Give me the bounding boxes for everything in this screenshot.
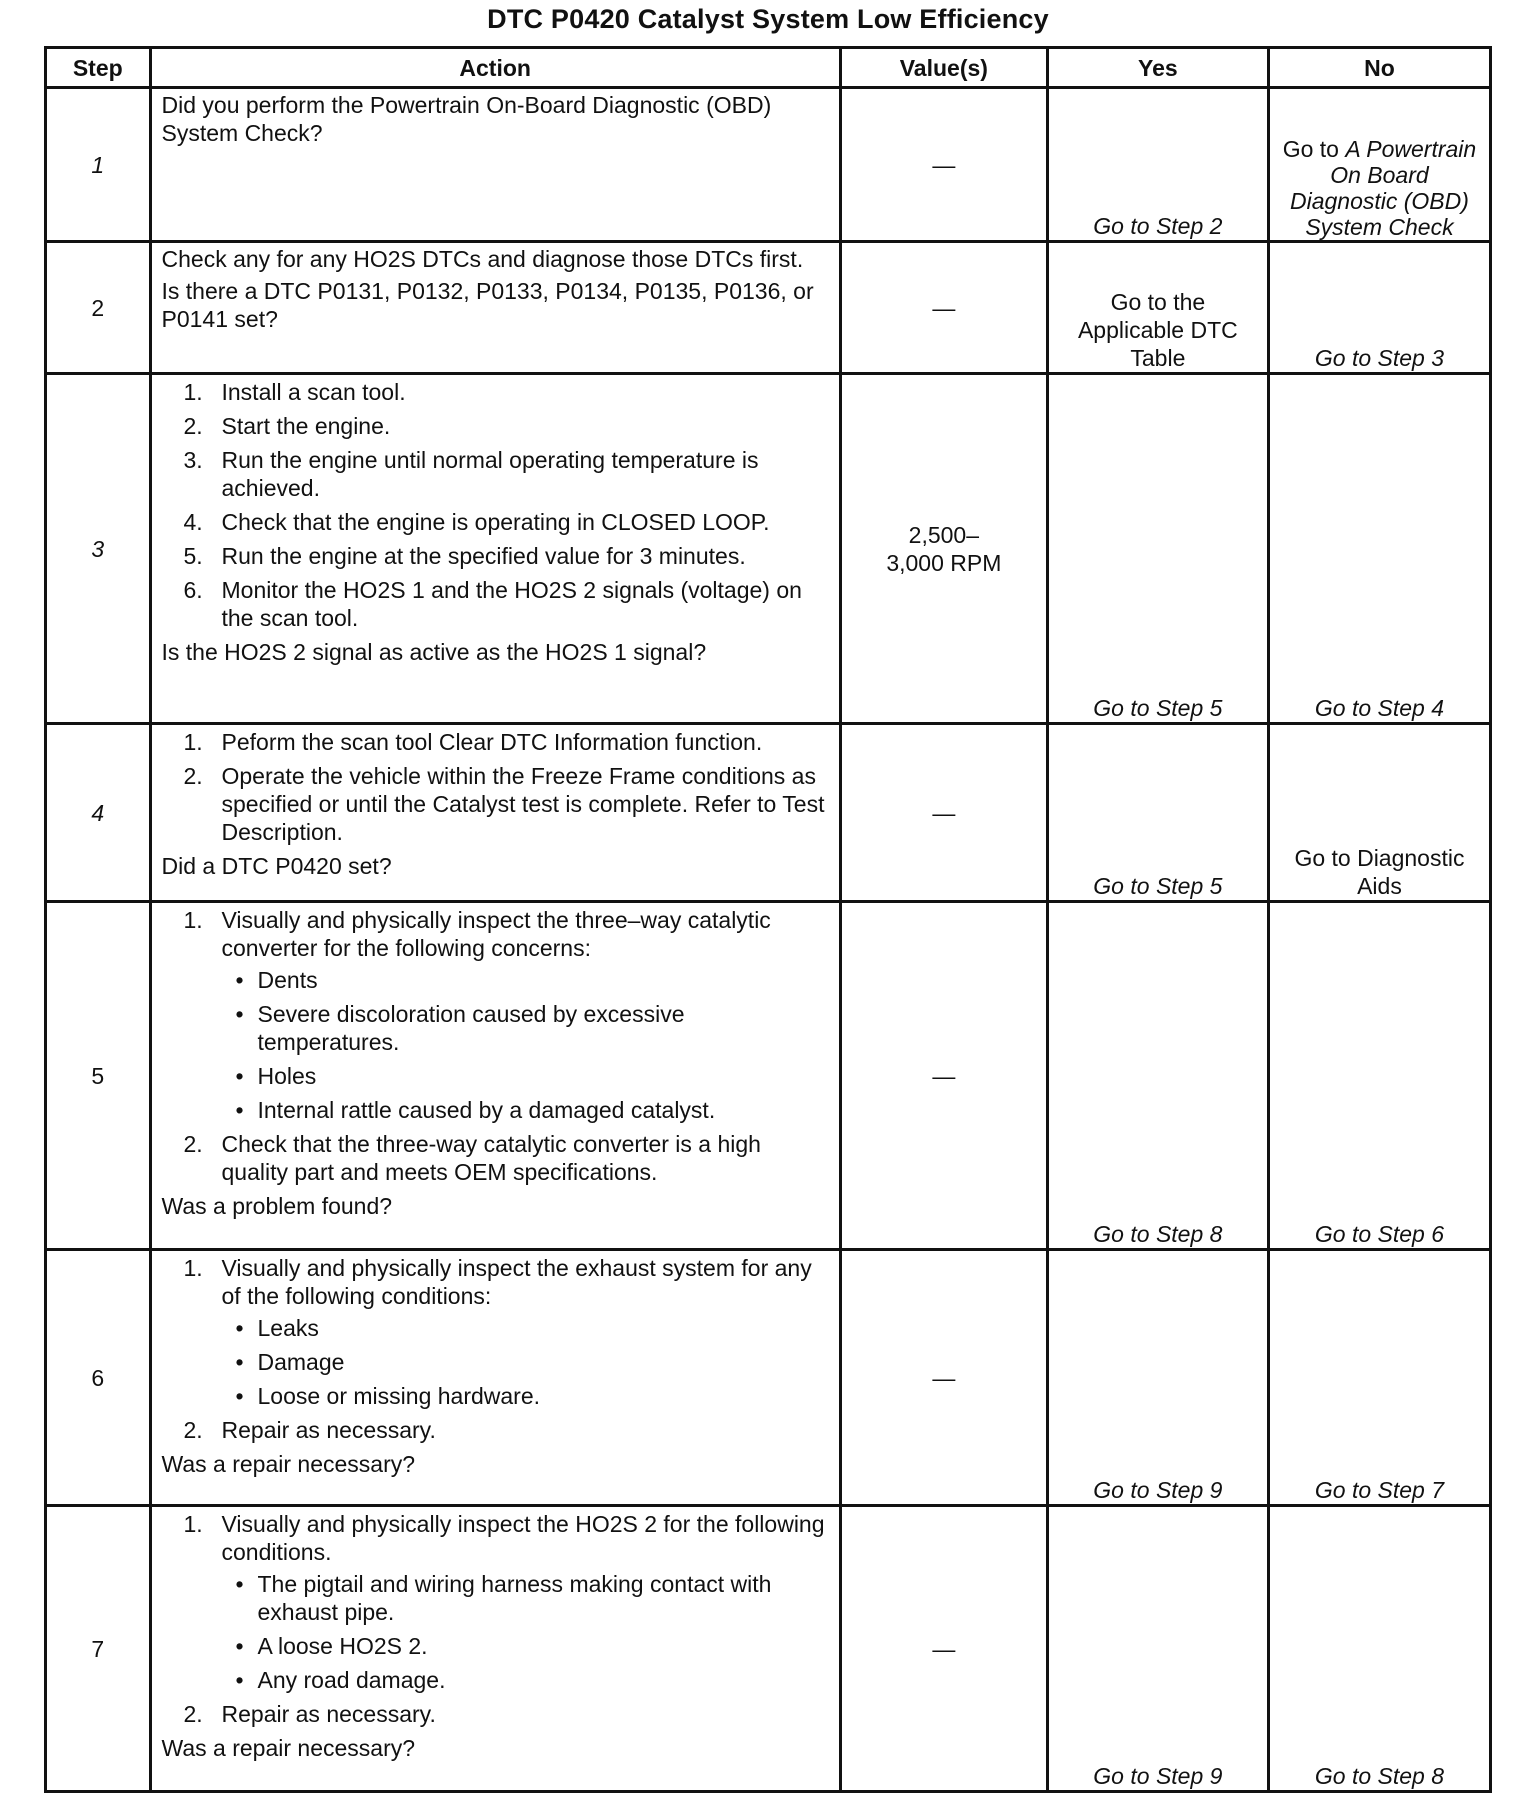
yes-cell: Go to Step 5 (1047, 374, 1268, 724)
item-text: Install a scan tool. (221, 379, 406, 405)
bullet-item: • Leaks (222, 1314, 829, 1342)
bullet-item: • Damage (222, 1348, 829, 1376)
action-cell (150, 374, 840, 724)
item-number: 2. (183, 413, 203, 439)
action-question: Was a problem found? (161, 1193, 393, 1219)
table-row-step-7 (46, 1506, 1491, 1792)
step-number: 3 (46, 374, 151, 724)
action-step-item (162, 508, 829, 536)
table-row-step-1 (46, 88, 1491, 242)
item-text: Run the engine until normal operating temperature is achieved. (221, 447, 759, 501)
value-cell: — (840, 902, 1047, 1250)
action-steps (162, 728, 829, 846)
value-cell: — (840, 88, 1047, 242)
value-line-1: 2,500– (908, 521, 980, 548)
action-cell (150, 1506, 840, 1792)
item-number: 1. (183, 1511, 203, 1537)
action-text: Check any for any HO2S DTCs and diagnose those DTCs first. (161, 246, 804, 272)
yes-cell: Go to Step 5 (1047, 724, 1268, 902)
table-row-step-4 (46, 724, 1491, 902)
item-number: 1. (183, 907, 203, 933)
header-action: Action (150, 48, 840, 88)
action-step-item (162, 728, 829, 756)
table-row-step-6 (46, 1250, 1491, 1506)
item-number: 6. (183, 577, 203, 603)
item-number: 2. (183, 1417, 203, 1443)
step-number: 1 (46, 88, 151, 242)
item-text: Repair as necessary. (221, 1701, 436, 1727)
item-text: Peform the scan tool Clear DTC Information function. (221, 729, 763, 755)
item-text: Visually and physically inspect the three–way catalytic converter for the following concerns: (221, 907, 771, 961)
item-text: Start the engine. (221, 413, 391, 439)
no-cell: Go to Step 8 (1268, 1506, 1490, 1792)
item-number: 4. (183, 509, 203, 535)
value-line-2: 3,000 RPM (886, 549, 1002, 576)
bullet-list (222, 966, 829, 1124)
action-step-item (162, 1254, 829, 1410)
table-header-row (46, 48, 1491, 88)
action-step-item (162, 412, 829, 440)
item-text: Check that the three-way catalytic converter is a high quality part and meets OEM specifications. (221, 1131, 761, 1185)
action-steps (162, 378, 829, 632)
action-step-item (162, 1700, 829, 1728)
action-step-item (162, 446, 829, 502)
item-number: 5. (183, 543, 203, 569)
bullet-list (222, 1570, 829, 1694)
no-cell: Go to Step 3 (1268, 242, 1490, 374)
yes-cell: Go to Step 9 (1047, 1250, 1268, 1506)
table-row-step-5 (46, 902, 1491, 1250)
yes-cell: Go to Step 8 (1047, 902, 1268, 1250)
step-number: 6 (46, 1250, 151, 1506)
bullet-item: • Holes (222, 1062, 829, 1090)
yes-cell: Go to the Applicable DTC Table (1047, 242, 1268, 374)
header-yes: Yes (1047, 48, 1268, 88)
value-cell: — (840, 724, 1047, 902)
action-step-item (162, 1130, 829, 1186)
item-text: Visually and physically inspect the exhaust system for any of the following conditions: (221, 1255, 812, 1309)
item-number: 1. (183, 379, 203, 405)
bullet-item: • Internal rattle caused by a damaged catalyst. (222, 1096, 829, 1124)
action-cell (150, 902, 840, 1250)
action-step-item (162, 1416, 829, 1444)
step-number: 2 (46, 242, 151, 374)
item-number: 1. (183, 1255, 203, 1281)
step-number: 7 (46, 1506, 151, 1792)
value-cell: — (840, 1506, 1047, 1792)
no-prefix: Go to (1282, 136, 1339, 162)
no-cell: Go to Step 7 (1268, 1250, 1490, 1506)
action-cell (150, 1250, 840, 1506)
header-step: Step (46, 48, 151, 88)
action-step-item (162, 576, 829, 632)
value-cell: — (840, 1250, 1047, 1506)
action-question: Is there a DTC P0131, P0132, P0133, P0134, P0135, P0136, or P0141 set? (161, 278, 814, 332)
item-text: Visually and physically inspect the HO2S 2 for the following conditions. (221, 1511, 825, 1565)
action-steps (162, 1254, 829, 1444)
action-question: Was a repair necessary? (161, 1735, 416, 1761)
yes-cell: Go to Step 9 (1047, 1506, 1268, 1792)
action-cell (150, 242, 840, 374)
item-number: 1. (183, 729, 203, 755)
action-step-item (162, 1510, 829, 1694)
item-text: Operate the vehicle within the Freeze Frame conditions as specified or until the Catalyst test is complete. Refer to Test Description. (221, 763, 825, 845)
action-text: Did you perform the Powertrain On-Board Diagnostic (OBD) System Check? (161, 92, 772, 146)
item-number: 2. (183, 763, 203, 789)
item-number: 3. (183, 447, 203, 473)
page-title: DTC P0420 Catalyst System Low Efficiency (487, 4, 1049, 34)
value-cell: — (840, 242, 1047, 374)
action-question: Is the HO2S 2 signal as active as the HO2S 1 signal? (161, 639, 707, 665)
dtc-table (44, 46, 1492, 1793)
step-number: 5 (46, 902, 151, 1250)
yes-cell: Go to Step 2 (1047, 88, 1268, 242)
bullet-item: • Any road damage. (222, 1666, 829, 1694)
bullet-item: • A loose HO2S 2. (222, 1632, 829, 1660)
table-row-step-2 (46, 242, 1491, 374)
action-question: Did a DTC P0420 set? (161, 853, 392, 879)
bullet-list (222, 1314, 829, 1410)
bullet-item: • The pigtail and wiring harness making contact with exhaust pipe. (222, 1570, 829, 1626)
header-values: Value(s) (840, 48, 1047, 88)
no-cell: Go to Step 6 (1268, 902, 1490, 1250)
header-no: No (1268, 48, 1490, 88)
action-step-item (162, 762, 829, 846)
step-number: 4 (46, 724, 151, 902)
no-cell: Go to Step 4 (1268, 374, 1490, 724)
action-cell (150, 88, 840, 242)
action-step-item (162, 378, 829, 406)
action-question: Was a repair necessary? (161, 1451, 416, 1477)
bullet-item: • Loose or missing hardware. (222, 1382, 829, 1410)
no-cell (1268, 88, 1490, 242)
value-cell (840, 374, 1047, 724)
item-text: Monitor the HO2S 1 and the HO2S 2 signals (voltage) on the scan tool. (221, 577, 802, 631)
action-steps (162, 1510, 829, 1728)
item-number: 2. (183, 1131, 203, 1157)
item-text: Check that the engine is operating in CLOSED LOOP. (221, 509, 770, 535)
action-steps (162, 906, 829, 1186)
no-cell: Go to Diagnostic Aids (1268, 724, 1490, 902)
action-step-item (162, 906, 829, 1124)
action-cell (150, 724, 840, 902)
item-number: 2. (183, 1701, 203, 1727)
bullet-item: • Severe discoloration caused by excessive temperatures. (222, 1000, 829, 1056)
no-reference: A Powertrain On Board Diagnostic (OBD) System Check (1289, 136, 1477, 240)
item-text: Run the engine at the specified value for 3 minutes. (221, 543, 746, 569)
action-step-item (162, 542, 829, 570)
table-row-step-3 (46, 374, 1491, 724)
bullet-item: • Dents (222, 966, 829, 994)
item-text: Repair as necessary. (221, 1417, 436, 1443)
